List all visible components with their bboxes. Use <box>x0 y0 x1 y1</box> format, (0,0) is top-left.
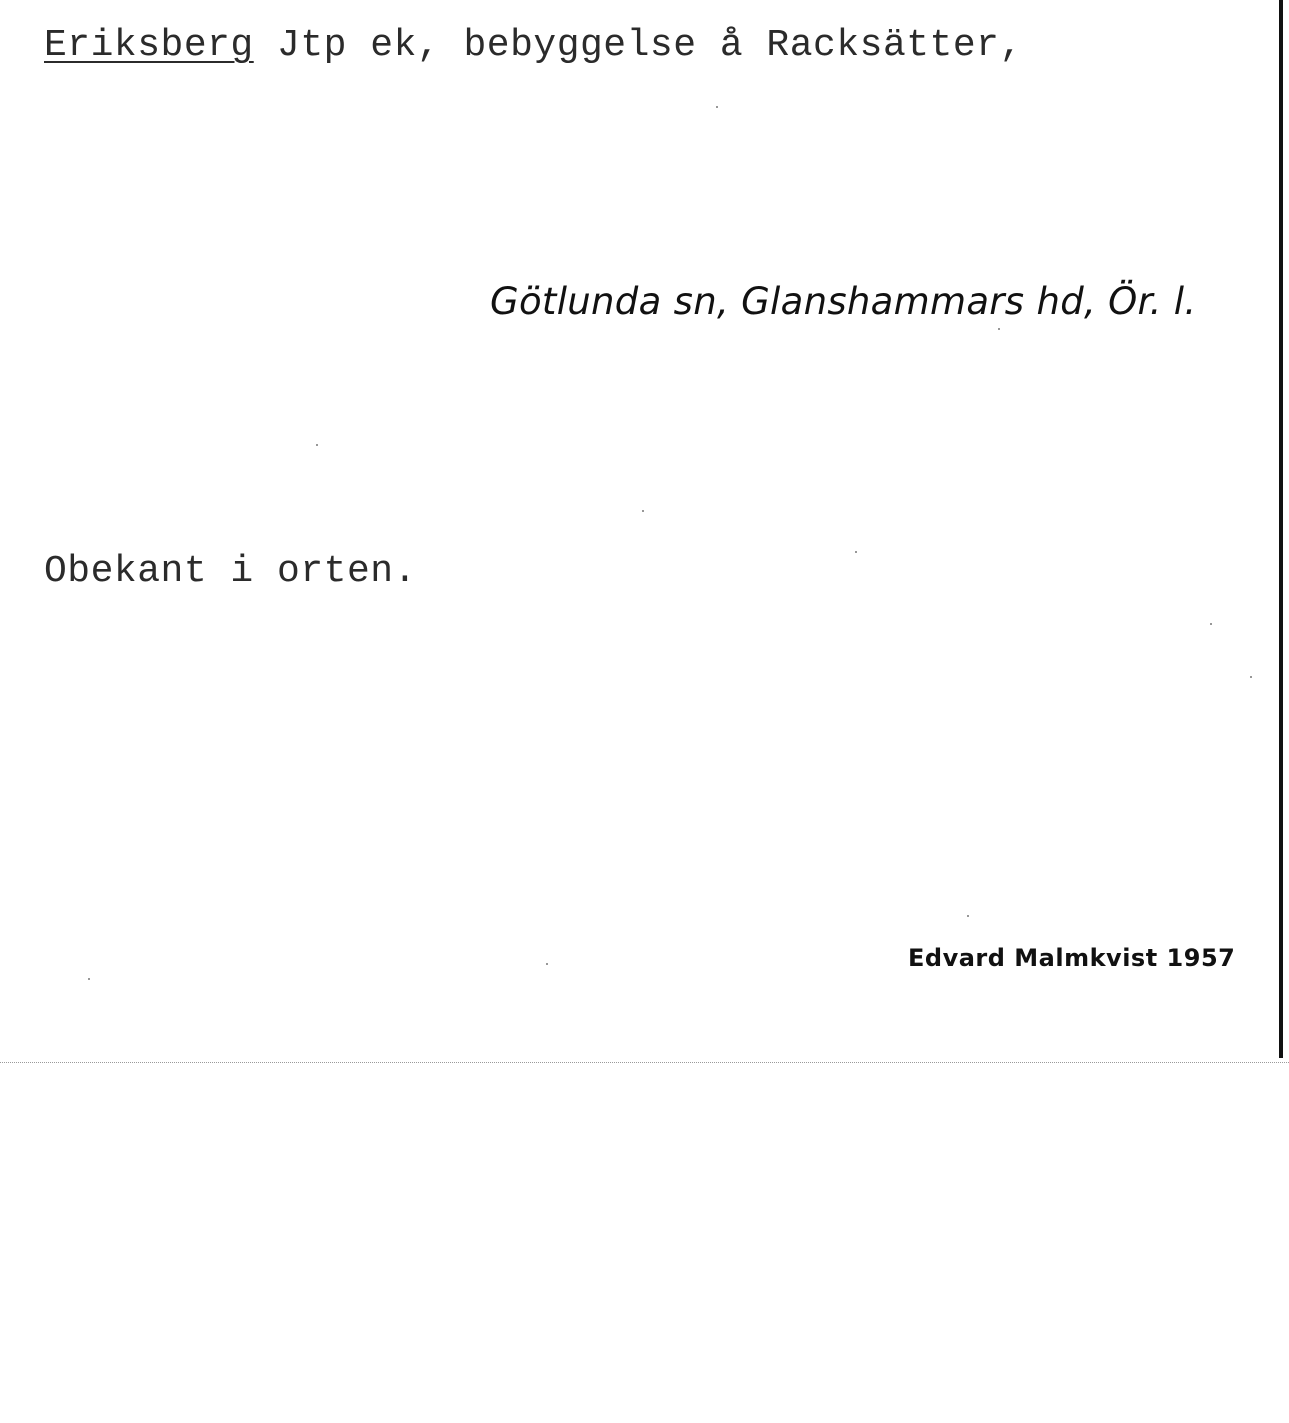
card-edge-bottom <box>0 1062 1289 1063</box>
paper-speck <box>316 444 318 446</box>
headword: Eriksberg <box>44 24 254 67</box>
entry-text: Jtp ek, bebyggelse å Racksätter, <box>277 24 1023 67</box>
location-stamp: Götlunda sn, Glanshammars hd, Ör. l. <box>490 280 1197 323</box>
paper-speck <box>967 915 969 917</box>
paper-speck <box>1210 623 1212 625</box>
entry-line <box>44 24 1023 67</box>
paper-speck <box>88 978 90 980</box>
paper-speck <box>998 328 1000 330</box>
paper-speck <box>855 551 857 553</box>
card-edge-right <box>1279 0 1283 1058</box>
paper-speck <box>642 510 644 512</box>
paper-speck <box>716 106 718 108</box>
collector-stamp: Edvard Malmkvist 1957 <box>908 944 1236 972</box>
comment-text: Obekant i orten. <box>44 550 417 593</box>
paper-speck <box>546 963 548 965</box>
paper-speck <box>1250 676 1252 678</box>
